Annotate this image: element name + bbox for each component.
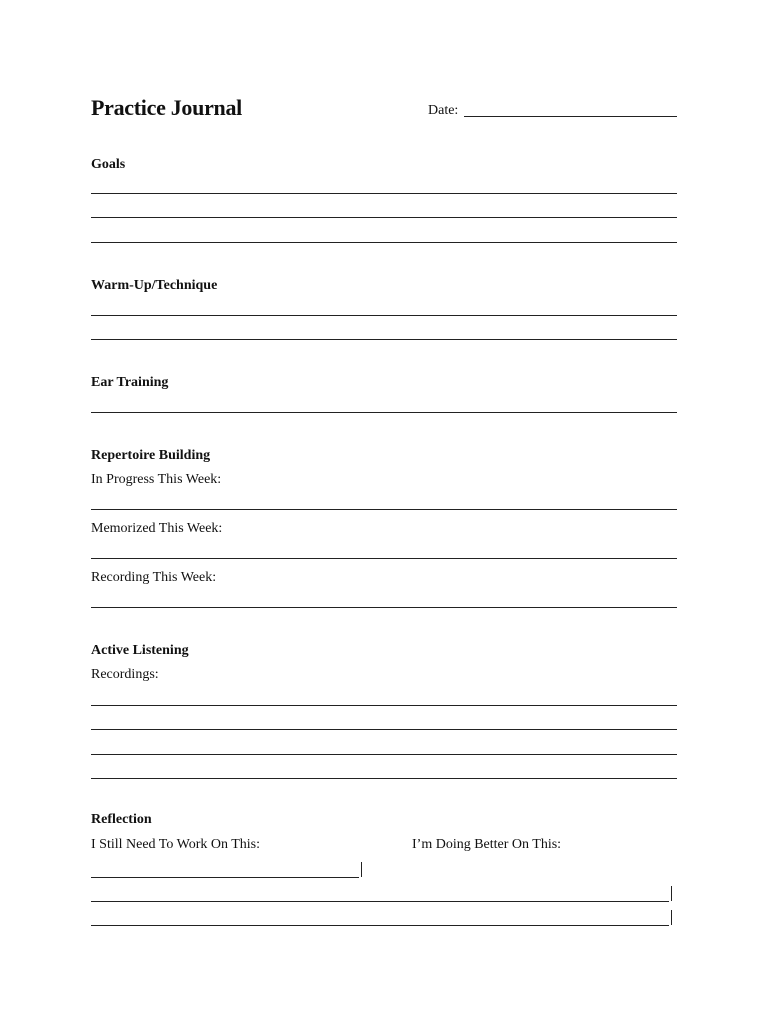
active-listening-heading: Active Listening xyxy=(91,643,189,658)
in-progress-label: In Progress This Week: xyxy=(91,472,222,487)
recordings-line-1[interactable] xyxy=(91,705,677,706)
reflection-divider-1 xyxy=(361,862,362,877)
warmup-line-1[interactable] xyxy=(91,315,677,316)
goals-line-1[interactable] xyxy=(91,193,677,194)
recording-label: Recording This Week: xyxy=(91,570,217,585)
goals-line-2[interactable] xyxy=(91,217,677,218)
reflection-divider-2 xyxy=(671,886,672,901)
memorized-line[interactable] xyxy=(91,558,677,559)
reflection-divider-3 xyxy=(671,910,672,925)
recordings-line-3[interactable] xyxy=(91,754,677,755)
recordings-label: Recordings: xyxy=(91,667,159,682)
goals-heading: Goals xyxy=(91,157,126,172)
ear-training-heading: Ear Training xyxy=(91,375,169,390)
in-progress-line[interactable] xyxy=(91,509,677,510)
work-on-label: I Still Need To Work On This: xyxy=(91,837,261,852)
repertoire-heading: Repertoire Building xyxy=(91,448,211,463)
warmup-line-2[interactable] xyxy=(91,339,677,340)
ear-training-line-1[interactable] xyxy=(91,412,677,413)
reflection-line-1[interactable] xyxy=(91,877,359,878)
date-field[interactable] xyxy=(464,116,677,117)
reflection-line-2[interactable] xyxy=(91,901,669,902)
recording-line[interactable] xyxy=(91,607,677,608)
doing-better-label: I’m Doing Better On This: xyxy=(412,837,562,852)
goals-line-3[interactable] xyxy=(91,242,677,243)
reflection-heading: Reflection xyxy=(91,812,152,827)
date-label: Date: xyxy=(428,103,459,118)
recordings-line-2[interactable] xyxy=(91,729,677,730)
warmup-heading: Warm-Up/Technique xyxy=(91,278,218,293)
page-title: Practice Journal xyxy=(91,95,242,120)
memorized-label: Memorized This Week: xyxy=(91,521,223,536)
reflection-line-3[interactable] xyxy=(91,925,669,926)
recordings-line-4[interactable] xyxy=(91,778,677,779)
